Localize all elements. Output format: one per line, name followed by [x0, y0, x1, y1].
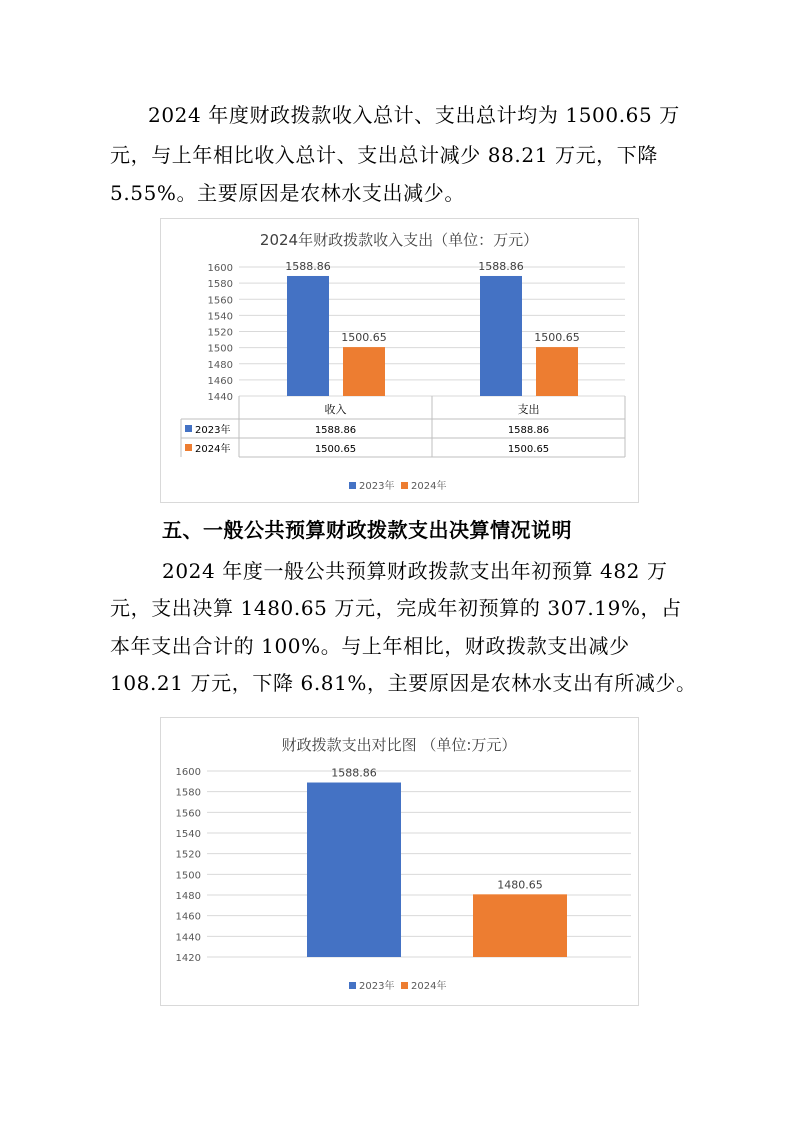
legend-label: 2024年 — [411, 981, 447, 992]
paragraph2-line3: 本年支出合计的 100%。与上年相比，财政拨款支出减少 — [110, 634, 630, 658]
chart1-title: 2024年财政拨款收入支出（单位：万元） — [259, 231, 539, 249]
legend-swatch — [349, 982, 356, 989]
bar-2024年-1 — [536, 347, 578, 396]
y-tick-label: 1440 — [207, 392, 233, 403]
table-cell: 1500.65 — [507, 444, 550, 455]
income-expense-chart — [160, 218, 639, 503]
data-label: 1500.65 — [341, 331, 387, 345]
y-tick-label: 1560 — [175, 808, 201, 820]
y-tick-label: 1500 — [207, 343, 233, 355]
category-label: 收入 — [324, 403, 347, 416]
table-series-label: 2024年 — [195, 444, 231, 455]
income-expense-chart-svg — [161, 219, 638, 502]
y-tick-label: 1600 — [207, 263, 233, 274]
expense-comparison-chart-svg — [161, 718, 638, 1005]
data-label: 1588.86 — [478, 259, 524, 273]
legend-label: 2023年 — [359, 481, 395, 492]
bar-2023年-1 — [480, 276, 522, 396]
bar-2023年-0 — [287, 276, 329, 396]
table-cell: 1500.65 — [314, 444, 357, 455]
y-tick-label: 1460 — [175, 911, 201, 923]
paragraph1-line3: 5.55%。主要原因是农林水支出减少。 — [110, 181, 465, 205]
legend-label: 2024年 — [411, 481, 447, 492]
y-tick-label: 1540 — [175, 829, 201, 840]
y-tick-label: 1540 — [207, 311, 233, 323]
paragraph1-line1: 2024 年度财政拨款收入总计、支出总计均为 1500.65 万 — [148, 103, 680, 127]
bar-2024年-0 — [343, 347, 385, 396]
table-legend-key — [185, 444, 192, 451]
expense-comparison-chart — [160, 717, 639, 1006]
legend-swatch — [401, 482, 408, 489]
y-tick-label: 1580 — [207, 279, 233, 291]
y-tick-label: 1520 — [175, 849, 201, 861]
data-label: 1500.65 — [534, 331, 580, 345]
table-cell: 1588.86 — [507, 425, 550, 436]
paragraph1-line2: 元，与上年相比收入总计、支出总计减少 88.21 万元，下降 — [110, 143, 658, 167]
bar-2023年-0 — [307, 783, 401, 957]
y-tick-label: 1480 — [207, 359, 233, 371]
data-label: 1588.86 — [331, 766, 377, 780]
y-tick-label: 1440 — [175, 932, 201, 944]
data-label: 1480.65 — [497, 878, 543, 892]
legend-swatch — [349, 482, 356, 489]
table-series-label: 2023年 — [195, 425, 231, 436]
table-legend-key — [185, 425, 192, 432]
y-tick-label: 1420 — [175, 953, 201, 964]
legend-label: 2023年 — [359, 981, 395, 992]
bar-2024年-0 — [473, 894, 567, 957]
y-tick-label: 1500 — [175, 870, 201, 882]
y-tick-label: 1560 — [207, 295, 233, 307]
y-tick-label: 1580 — [175, 787, 201, 799]
table-cell: 1588.86 — [314, 425, 357, 436]
y-tick-label: 1520 — [207, 327, 233, 339]
section-heading: 五、一般公共预算财政拨款支出决算情况说明 — [162, 518, 572, 542]
chart2-title: 财政拨款支出对比图 （单位:万元） — [281, 736, 517, 754]
paragraph2-line4: 108.21 万元，下降 6.81%，主要原因是农林水支出有所减少。 — [110, 671, 697, 695]
y-tick-label: 1460 — [207, 375, 233, 387]
category-label: 支出 — [517, 403, 540, 416]
y-tick-label: 1480 — [175, 891, 201, 902]
y-tick-label: 1600 — [175, 767, 201, 778]
paragraph2-line2: 元，支出决算 1480.65 万元，完成年初预算的 307.19%，占 — [110, 596, 682, 620]
data-label: 1588.86 — [285, 259, 331, 273]
paragraph2-line1: 2024 年度一般公共预算财政拨款支出年初预算 482 万 — [162, 559, 668, 583]
legend-swatch — [401, 982, 408, 989]
